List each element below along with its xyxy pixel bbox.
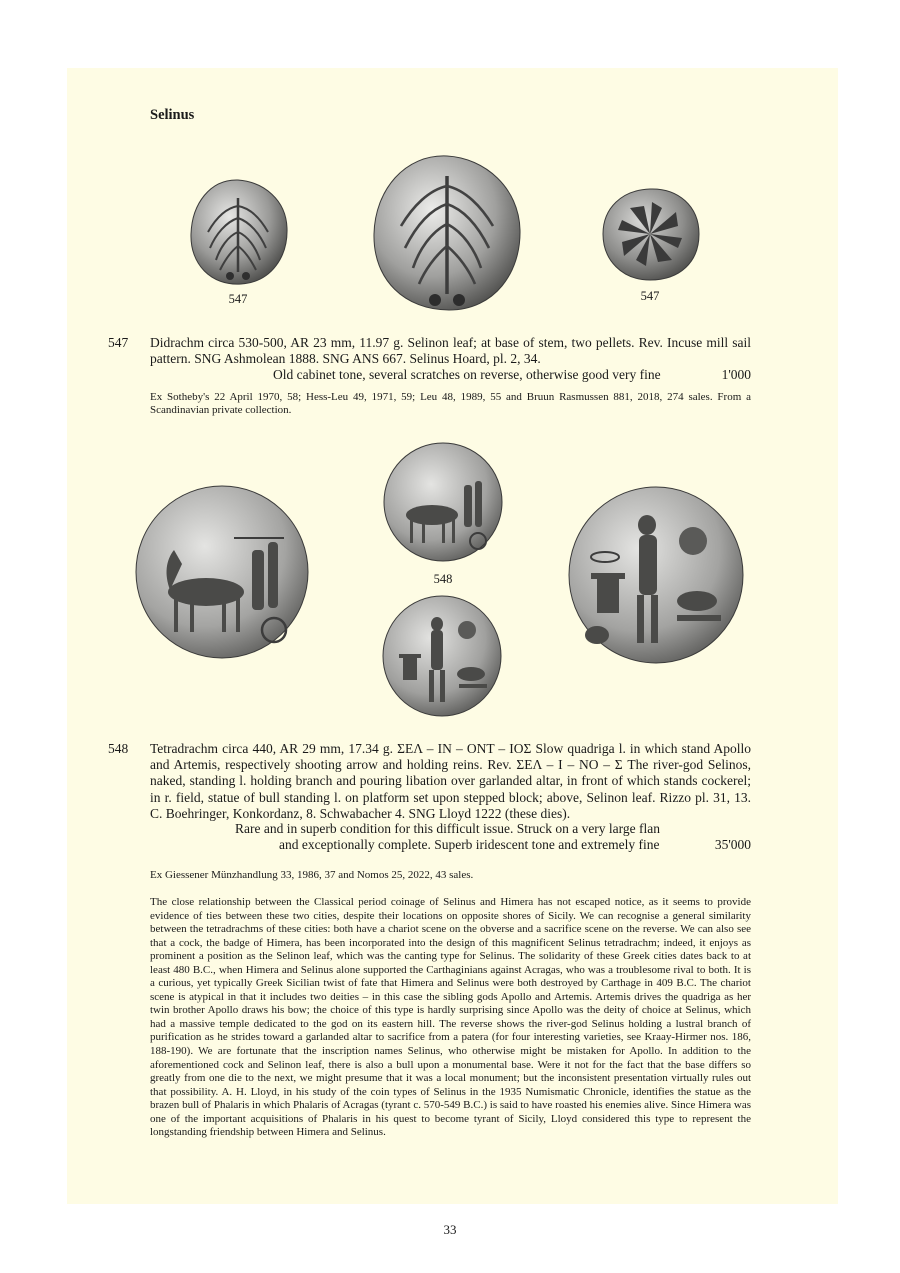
page-number: 33 bbox=[443, 1222, 457, 1237]
lot-description bbox=[150, 335, 751, 367]
lot-condition: Old cabinet tone, several scratches on reverse, otherwise good very fine bbox=[273, 367, 661, 382]
coin-caption: 548 bbox=[433, 572, 453, 586]
lot-description-text: Tetradrachm circa 440, AR 29 mm, 17.34 g. ΣΕΛ – ΙΝ – ΟΝΤ – ΙΟΣ Slow quadriga l. in which stand Apollo and Artemis, respectively shooting arrow and holding reins. Rev. ΣΕΛ – Ι – ΝΟ – Σ The river-god Selinos, naked, standing l. holding branch and pouring libation over garlanded altar, in front of which stands cockerel; in r. field, statue of bull standing l. on platform set upon stepped block; above, Selinon leaf. Rizzo pl. 31, 13. C. Boehringer, Konkordanz, 8. Schwabacher 4. SNG Lloyd 1222 (these dies). bbox=[150, 741, 751, 821]
lot-description bbox=[150, 741, 751, 822]
section-title: Selinus bbox=[150, 107, 195, 123]
lot-number: 547 bbox=[108, 335, 129, 350]
lot-estimate: 35'000 bbox=[714, 837, 751, 852]
lot-provenance: Ex Giessener Münzhandlung 33, 1986, 37 and Nomos 25, 2022, 43 sales. bbox=[150, 869, 474, 881]
lot-number: 548 bbox=[108, 741, 129, 756]
coin-548-obverse-small bbox=[382, 441, 504, 563]
coin-caption: 547 bbox=[228, 292, 248, 306]
lot-condition: Rare and in superb condition for this difficult issue. Struck on a very large flan bbox=[235, 821, 661, 836]
coin-caption: 547 bbox=[640, 289, 660, 303]
coin-547-obverse-small bbox=[186, 176, 291, 288]
lot-description-text: Didrachm circa 530-500, AR 23 mm, 11.97 g. Selinon leaf; at base of stem, two pellets. Rev. Incuse mill sail pattern. SNG Ashmolean 1888. SNG ANS 667. Selinus Hoard, pl. 2, 34. bbox=[150, 335, 751, 367]
coin-548-reverse-enlarged bbox=[567, 485, 745, 665]
coin-548-reverse-small bbox=[381, 594, 503, 718]
lot-commentary: The close relationship between the Classical period coinage of Selinus and Himera has not escaped notice, as it seems to provide evidence of ties between these two cities, despite their locations on opposite shores of Sicily. We can recognise a general similarity between the tetradrachms of these cities: both have a chariot scene on the obverse and a sacrifice scene on the reverse. We can also see that a cock, the badge of Himera, has been incorporated into the design of this magnificent Selinus tetradrachm; indeed, it enjoys as prominent a position as the Selinon leaf, which was the canting type for Selinus. The solidarity of these Greek cities dates back to at least 480 B.C., when Himera and Selinus alone supported the Carthaginians against Acragas, who was a troublesome rival to both. It is a curious, yet typically Greek Sicilian twist of fate that Himera and Selinus were both destroyed by Carthage in 409 B.C. The chariot scene is atypical in that it includes two deities – in this case the sibling gods Apollo and Artemis. Artemis drives the quadriga as her twin brother Apollo draws his bow; the choice of this type is hardly surprising since Apollo was the deity of choice at Selinus, which had a massive temple dedicated to the god on its eastern hill. The reverse shows the river-god Selinus holding a lustral branch of purification as he strides toward a garlanded altar to sacrifice from a patera (for four interesting varieties, see Kraay-Hirmer nos. 186, 188-190). We are fortunate that the inscription names Selinus, who otherwise might be mistaken for Apollo. In addition to the aforementioned cock and Selinon leaf, there is also a bull upon a monumental base. Were it not for the fact that the base differs so greatly from one die to the next, we might presume that it was a local monument; but the inconsistent presentation virtually rules out that possibility. A. H. Lloyd, in his study of the coin types of Selinus in the 1935 Numismatic Chronicle, identifies the statue as the brazen bull of Phalaris in which Phalaris of Acragas (tyrant c. 570-549 B.C.) is said to have roasted his enemies alive. Since Himera was one of the important acquisitions of Phalaris in his quest to become tyrant of Sicily, Lloyd considered this type to represent the longstanding friendship between Himera and Selinus. bbox=[150, 896, 751, 1139]
coin-547-reverse bbox=[600, 186, 702, 282]
coin-548-obverse-enlarged bbox=[134, 484, 310, 660]
lot-provenance: Ex Sotheby's 22 April 1970, 58; Hess-Leu 49, 1971, 59; Leu 48, 1989, 55 and Bruun Rasmussen 881, 2018, 274 sales. From a Scandinavian private collection. bbox=[150, 391, 751, 417]
lot-condition: and exceptionally complete. Superb iridescent tone and extremely fine bbox=[279, 837, 660, 852]
lot-estimate: 1'000 bbox=[721, 367, 751, 382]
coin-547-obverse-enlarged bbox=[369, 152, 524, 314]
